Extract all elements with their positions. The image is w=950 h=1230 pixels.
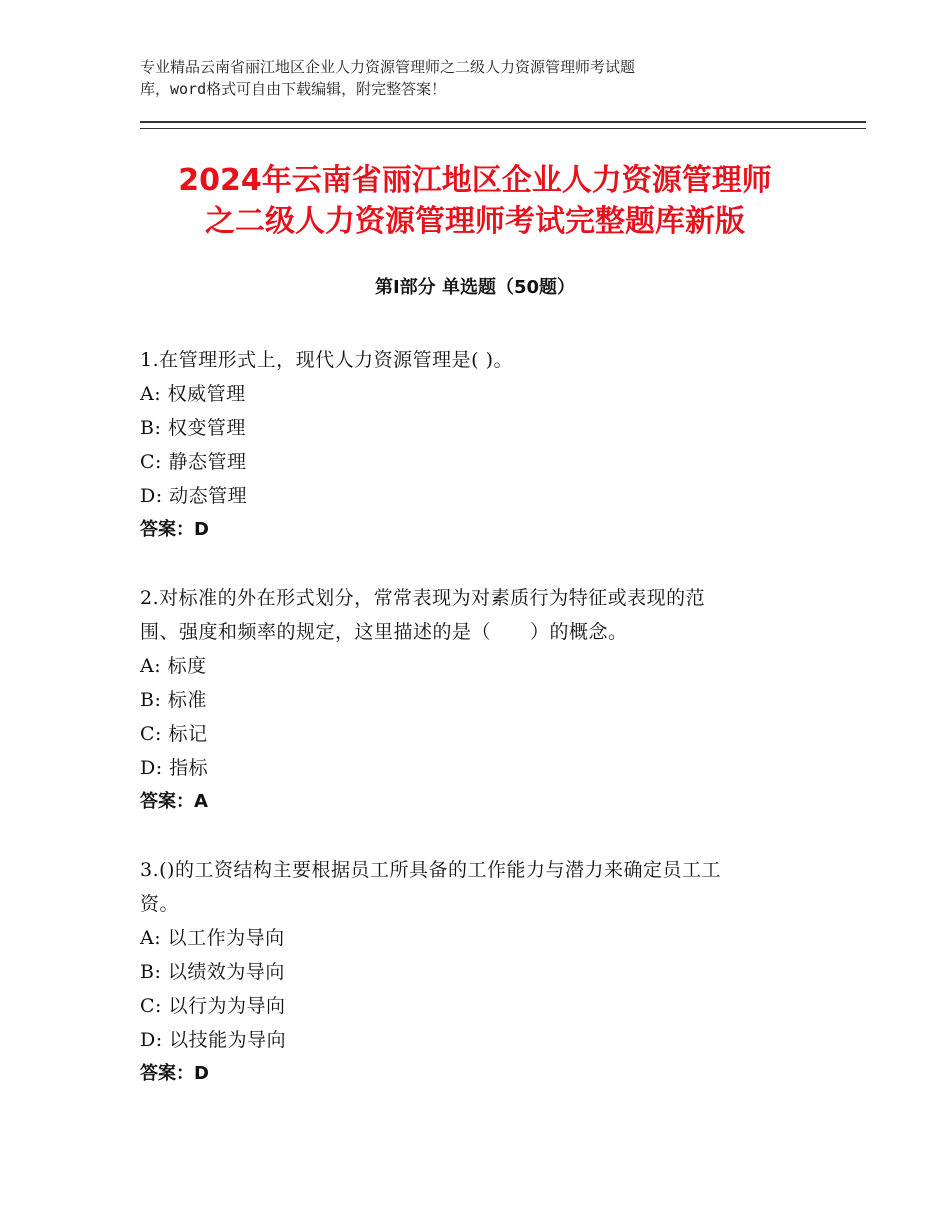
question-stem-continued: 围、强度和频率的规定，这里描述的是（ ）的概念。 (140, 621, 628, 643)
answer: 答案：D (140, 519, 209, 540)
option-a: A: 标度 (140, 655, 207, 677)
question-stem: 1.在管理形式上，现代人力资源管理是( )。 (140, 349, 513, 371)
option-d: D: 以技能为导向 (140, 1029, 287, 1051)
question-item (140, 343, 820, 547)
answer: 答案：D (140, 1063, 209, 1084)
option-c: C: 标记 (140, 723, 208, 745)
section-title: 第Ⅰ部分 单选题（50题） (374, 277, 575, 298)
header-line-2: 库，word格式可自由下载编辑，附完整答案！ (140, 80, 447, 98)
question-item (140, 581, 820, 819)
option-a: A: 权威管理 (140, 383, 246, 405)
header-divider (140, 121, 866, 129)
header-line-1: 专业精品云南省丽江地区企业人力资源管理师之二级人力资源管理师考试题 (140, 58, 636, 76)
option-c: C: 静态管理 (140, 451, 247, 473)
question-item (140, 853, 820, 1091)
question-list (140, 343, 820, 1125)
option-b: B: 以绩效为导向 (140, 961, 285, 983)
option-d: D: 指标 (140, 757, 209, 779)
page-header (140, 56, 780, 100)
option-d: D: 动态管理 (140, 485, 248, 507)
document-title (100, 160, 850, 242)
title-line-1: 2024年云南省丽江地区企业人力资源管理师 (178, 163, 772, 198)
title-line-2: 之二级人力资源管理师考试完整题库新版 (205, 204, 745, 239)
option-c: C: 以行为为导向 (140, 995, 286, 1017)
option-b: B: 标准 (140, 689, 207, 711)
answer: 答案：A (140, 791, 208, 812)
question-stem: 2.对标准的外在形式划分，常常表现为对素质行为特征或表现的范 (140, 587, 706, 609)
question-stem-continued: 资。 (140, 893, 180, 915)
option-b: B: 权变管理 (140, 417, 246, 439)
option-a: A: 以工作为导向 (140, 927, 285, 949)
question-stem: 3.()的工资结构主要根据员工所具备的工作能力与潜力来确定员工工 (140, 859, 721, 881)
